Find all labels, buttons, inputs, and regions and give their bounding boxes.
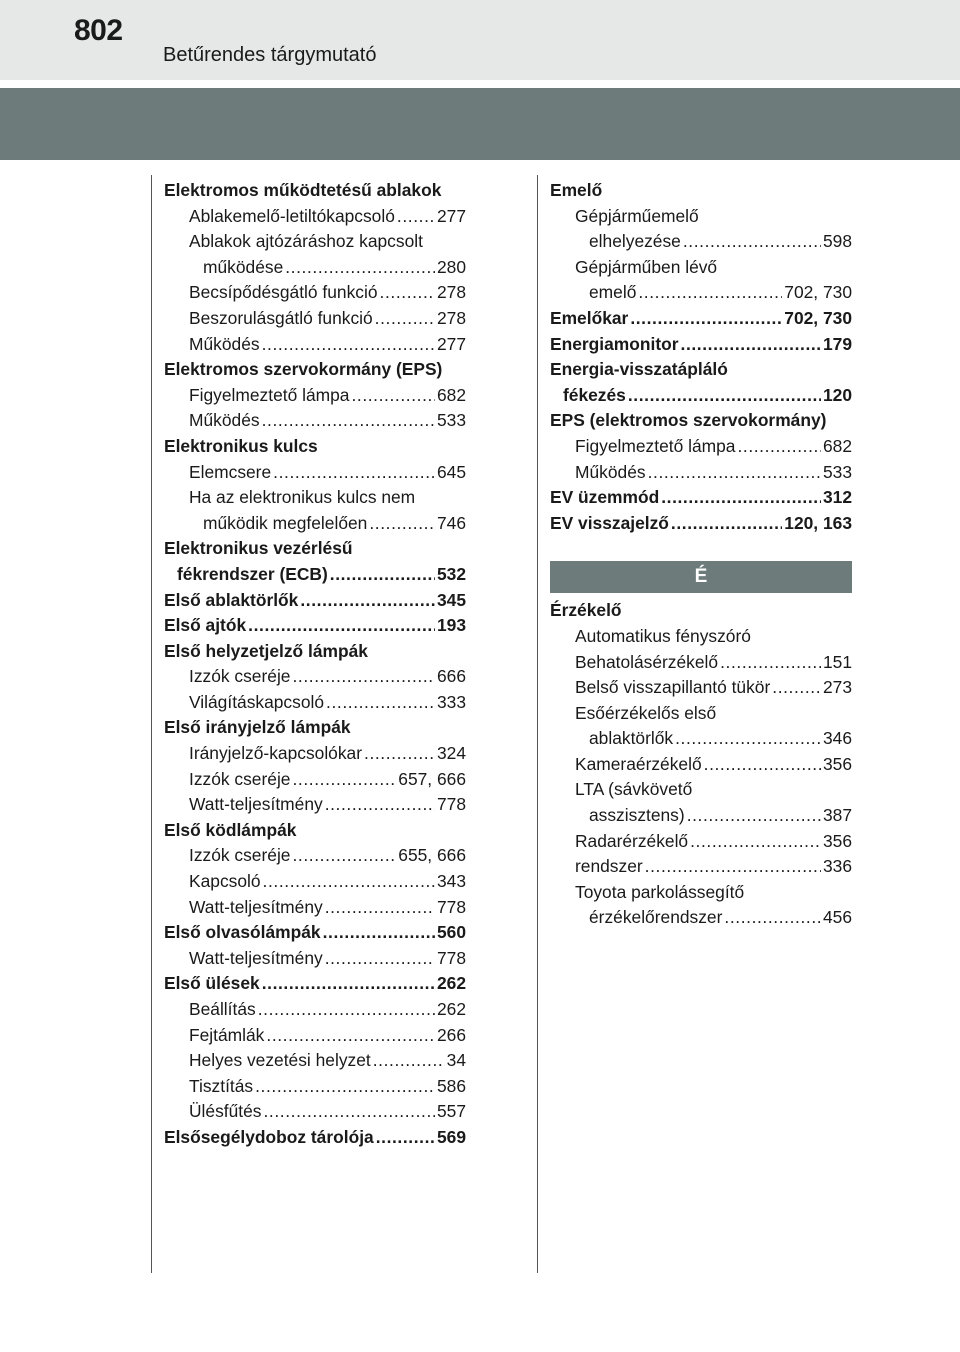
index-entry: [164, 178, 466, 204]
index-entry: [164, 971, 466, 997]
entry-term: működik megfelelően: [203, 512, 368, 533]
entry-term: rendszer: [575, 856, 643, 877]
index-entry: [550, 460, 852, 486]
entry-term: Kameraérzékelő: [575, 753, 702, 774]
index-entry: [164, 1099, 466, 1125]
index-entry: [164, 741, 466, 767]
leader-dots: [369, 511, 435, 537]
entry-page-ref: 778: [436, 947, 466, 968]
index-entry: [550, 854, 852, 880]
entry-term: Első olvasólámpák: [164, 922, 321, 943]
leader-dots: [292, 664, 435, 690]
index-entry: [164, 408, 466, 434]
entry-term: Helyes vezetési helyzet: [189, 1050, 371, 1071]
leader-dots: [380, 280, 435, 306]
header-band: [0, 88, 960, 160]
entry-term: Ablakok ajtózáráshoz kapcsolt: [189, 231, 423, 252]
index-entry: [164, 306, 466, 332]
index-entry: [550, 829, 852, 855]
entry-term: LTA (sávkövető: [575, 779, 693, 800]
index-entry: [164, 511, 466, 537]
index-entry: [164, 895, 466, 921]
entry-term: Gépjárműemelő: [575, 205, 699, 226]
entry-page-ref: 120, 163: [784, 512, 852, 533]
entry-page-ref: 34: [446, 1050, 466, 1071]
entry-page-ref: 586: [436, 1075, 466, 1096]
index-group-e-accent: [550, 598, 852, 931]
leader-dots: [258, 997, 435, 1023]
index-entry: [164, 588, 466, 614]
entry-term: Watt-teljesítmény: [189, 947, 323, 968]
entry-term: Belső visszapillantó tükör: [575, 677, 771, 698]
leader-dots: [266, 1023, 435, 1049]
index-entry: [550, 752, 852, 778]
entry-page-ref: 533: [822, 461, 852, 482]
entry-term: Működés: [189, 410, 260, 431]
entry-term: Ablakemelő-letiltókapcsoló: [189, 205, 395, 226]
index-group-e: [550, 178, 852, 536]
entry-term: Behatolásérzékelő: [575, 651, 719, 672]
entry-term: fékrendszer (ECB): [177, 563, 328, 584]
index-entry: [164, 869, 466, 895]
leader-dots: [648, 460, 821, 486]
index-entry: [164, 332, 466, 358]
entry-term: Izzók cseréje: [189, 768, 291, 789]
entry-page-ref: 345: [436, 589, 466, 610]
entry-term: Beszorulásgátló funkció: [189, 307, 373, 328]
index-entry: [550, 905, 852, 931]
leader-dots: [364, 741, 435, 767]
index-entry: [550, 229, 852, 255]
index-entry: [550, 306, 852, 332]
entry-term: ablaktörlők: [589, 728, 674, 749]
column-divider-middle: [537, 175, 538, 1273]
entry-term: Gépjárműben lévő: [575, 256, 718, 277]
page-header: [0, 0, 960, 80]
entry-term: Elektromos szervokormány (EPS): [164, 359, 443, 380]
entry-term: Radarérzékelő: [575, 830, 689, 851]
leader-dots: [300, 588, 435, 614]
entry-term: Emelő: [550, 180, 603, 200]
column-divider-left: [151, 175, 152, 1273]
index-entry: [164, 357, 466, 383]
index-entry: [164, 383, 466, 409]
leader-dots: [262, 332, 435, 358]
entry-page-ref: 120: [822, 384, 852, 405]
index-entry: [164, 485, 466, 511]
entry-term: Irányjelző-kapcsolókar: [189, 743, 363, 764]
index-entry: [550, 408, 852, 434]
leader-dots: [285, 255, 435, 281]
entry-term: Fejtámlák: [189, 1024, 265, 1045]
entry-term: Beállítás: [189, 999, 256, 1019]
index-entry: [164, 280, 466, 306]
leader-dots: [772, 675, 821, 701]
leader-dots: [704, 752, 821, 778]
index-entry: [550, 332, 852, 358]
entry-term: Watt-teljesítmény: [189, 896, 323, 917]
entry-page-ref: 346: [822, 728, 852, 749]
entry-term: Tisztítás: [189, 1075, 254, 1096]
index-entry: [550, 726, 852, 752]
entry-page-ref: 273: [822, 677, 852, 698]
entry-page-ref: 682: [822, 435, 852, 456]
entry-term: Első ablaktörlők: [164, 589, 299, 610]
leader-dots: [262, 408, 435, 434]
leader-dots: [351, 383, 435, 409]
section-letter-bar: É: [550, 561, 852, 593]
index-entry: [164, 613, 466, 639]
leader-dots: [690, 829, 821, 855]
entry-term: EPS (elektromos szervokormány): [550, 410, 827, 431]
index-entry: [550, 178, 852, 204]
leader-dots: [638, 280, 782, 306]
entry-page-ref: 266: [436, 1024, 466, 1045]
entry-term: Izzók cseréje: [189, 666, 291, 687]
entry-term: elhelyezése: [589, 231, 681, 252]
index-entry: [164, 562, 466, 588]
leader-dots: [325, 792, 435, 818]
leader-dots: [373, 1048, 445, 1074]
index-entry: [550, 650, 852, 676]
index-entry: [550, 675, 852, 701]
entry-page-ref: 532: [436, 563, 466, 584]
leader-dots: [630, 306, 782, 332]
entry-page-ref: 151: [822, 651, 852, 672]
index-entry: [164, 946, 466, 972]
leader-dots: [671, 511, 782, 537]
index-entry: [164, 639, 466, 665]
entry-term: Izzók cseréje: [189, 845, 291, 866]
entry-page-ref: 324: [436, 743, 466, 764]
leader-dots: [273, 460, 435, 486]
index-entry: [164, 818, 466, 844]
index-entry: [164, 1023, 466, 1049]
entry-term: Figyelmeztető lámpa: [575, 435, 736, 456]
leader-dots: [720, 650, 821, 676]
entry-term: működése: [203, 256, 284, 277]
index-entry: [550, 255, 852, 281]
leader-dots: [326, 690, 435, 716]
entry-term: Elsősegélydoboz tárolója: [164, 1126, 374, 1147]
entry-page-ref: 456: [822, 907, 852, 928]
entry-term: Első helyzetjelző lámpák: [164, 640, 368, 661]
entry-page-ref: 277: [436, 333, 466, 354]
index-entry: [550, 624, 852, 650]
entry-term: Toyota parkolássegítő: [575, 881, 745, 902]
entry-page-ref: 682: [436, 384, 466, 405]
entry-page-ref: 569: [436, 1126, 466, 1147]
entry-page-ref: 746: [436, 512, 466, 533]
entry-page-ref: 278: [436, 282, 466, 303]
index-entry: [550, 880, 852, 906]
entry-term: Világításkapcsoló: [189, 691, 325, 712]
index-entry: [164, 460, 466, 486]
entry-page-ref: 702, 730: [784, 307, 852, 328]
entry-term: Első ülések: [164, 973, 260, 994]
index-column-right: [550, 178, 852, 931]
entry-term: Kapcsoló: [189, 871, 261, 892]
entry-page-ref: 179: [822, 333, 852, 354]
entry-page-ref: 262: [436, 973, 466, 994]
leader-dots: [683, 229, 821, 255]
entry-term: Esőérzékelős első: [575, 702, 717, 723]
entry-term: Figyelmeztető lámpa: [189, 384, 350, 405]
entry-term: Automatikus fényszóró: [575, 625, 751, 646]
entry-term: érzékelőrendszer: [589, 907, 723, 928]
entry-page-ref: 343: [436, 871, 466, 892]
entry-page-ref: 193: [436, 615, 466, 636]
entry-page-ref: 356: [822, 753, 852, 774]
index-entry: [164, 664, 466, 690]
entry-term: Elemcsere: [189, 461, 272, 482]
leader-dots: [675, 726, 821, 752]
index-entry: [164, 920, 466, 946]
entry-term: EV üzemmód: [550, 487, 660, 508]
entry-page-ref: 666: [436, 666, 466, 687]
leader-dots: [724, 905, 821, 931]
leader-dots: [292, 843, 396, 869]
leader-dots: [681, 332, 821, 358]
leader-dots: [397, 204, 435, 230]
index-entry: [550, 511, 852, 537]
entry-term: Első ajtók: [164, 615, 247, 636]
entry-term: Emelőkar: [550, 307, 629, 328]
leader-dots: [737, 434, 821, 460]
leader-dots: [645, 854, 821, 880]
index-entry: [164, 690, 466, 716]
entry-term: Watt-teljesítmény: [189, 794, 323, 815]
page-number: 802: [74, 14, 123, 47]
entry-page-ref: 356: [822, 830, 852, 851]
leader-dots: [375, 306, 435, 332]
entry-page-ref: 312: [822, 487, 852, 508]
entry-term: Becsípődésgátló funkció: [189, 282, 378, 303]
entry-page-ref: 778: [436, 794, 466, 815]
entry-term: Elektronikus kulcs: [164, 435, 318, 456]
entry-page-ref: 262: [436, 999, 466, 1019]
leader-dots: [628, 383, 821, 409]
index-entry: [550, 357, 852, 383]
index-column-left: [164, 178, 466, 1151]
entry-page-ref: 336: [822, 856, 852, 877]
entry-term: Ha az elektronikus kulcs nem: [189, 487, 416, 508]
index-entry: [550, 803, 852, 829]
entry-term: Energiamonitor: [550, 333, 679, 354]
index-entry: [550, 701, 852, 727]
entry-page-ref: 557: [436, 1101, 466, 1122]
entry-page-ref: 560: [436, 922, 466, 943]
index-entry: [550, 598, 852, 624]
entry-term: Érzékelő: [550, 600, 622, 621]
index-entry: [164, 255, 466, 281]
entry-page-ref: 778: [436, 896, 466, 917]
leader-dots: [248, 613, 435, 639]
entry-term: EV visszajelző: [550, 512, 669, 533]
index-entry: [164, 715, 466, 741]
entry-page-ref: 333: [436, 691, 466, 712]
leader-dots: [255, 1074, 435, 1100]
entry-term: Első irányjelző lámpák: [164, 717, 351, 738]
entry-term: fékezés: [563, 384, 626, 405]
entry-term: asszisztens): [589, 805, 685, 826]
index-entry: [550, 280, 852, 306]
entry-page-ref: 277: [436, 205, 466, 226]
index-entry: [550, 204, 852, 230]
entry-page-ref: 655, 666: [398, 845, 466, 866]
index-entry: [164, 792, 466, 818]
index-entry: [164, 767, 466, 793]
index-entry: [164, 997, 466, 1023]
leader-dots: [325, 895, 435, 921]
entry-page-ref: 533: [436, 410, 466, 431]
entry-page-ref: 657, 666: [398, 768, 466, 789]
index-entry: [164, 843, 466, 869]
index-entry: [550, 777, 852, 803]
leader-dots: [661, 485, 821, 511]
index-entry: [550, 434, 852, 460]
entry-page-ref: 278: [436, 307, 466, 328]
index-entry: [164, 204, 466, 230]
entry-term: emelő: [589, 282, 637, 303]
entry-term: Első ködlámpák: [164, 819, 297, 840]
entry-term: Működés: [189, 333, 260, 354]
leader-dots: [264, 1099, 435, 1125]
leader-dots: [292, 767, 396, 793]
leader-dots: [263, 869, 435, 895]
index-entry: [164, 536, 466, 562]
leader-dots: [323, 920, 435, 946]
entry-term: Működés: [575, 461, 646, 482]
entry-term: Ülésfűtés: [189, 1101, 262, 1122]
entry-page-ref: 645: [436, 461, 466, 482]
entry-page-ref: 280: [436, 256, 466, 277]
leader-dots: [376, 1125, 435, 1151]
entry-page-ref: 702, 730: [784, 282, 852, 303]
leader-dots: [687, 803, 821, 829]
index-entry: [550, 383, 852, 409]
index-entry: [164, 229, 466, 255]
leader-dots: [330, 562, 435, 588]
entry-term: Elektronikus vezérlésű: [164, 538, 353, 559]
entry-term: Energia-visszatápláló: [550, 359, 728, 380]
leader-dots: [325, 946, 435, 972]
index-entry: [164, 1125, 466, 1151]
entry-page-ref: 598: [822, 231, 852, 252]
entry-page-ref: 387: [822, 805, 852, 826]
page-title: Betűrendes tárgymutató: [163, 44, 377, 66]
index-entry: [164, 1048, 466, 1074]
index-entry: [164, 1074, 466, 1100]
index-entry: [164, 434, 466, 460]
index-entry: [550, 485, 852, 511]
entry-term: Elektromos működtetésű ablakok: [164, 180, 442, 200]
leader-dots: [262, 971, 435, 997]
